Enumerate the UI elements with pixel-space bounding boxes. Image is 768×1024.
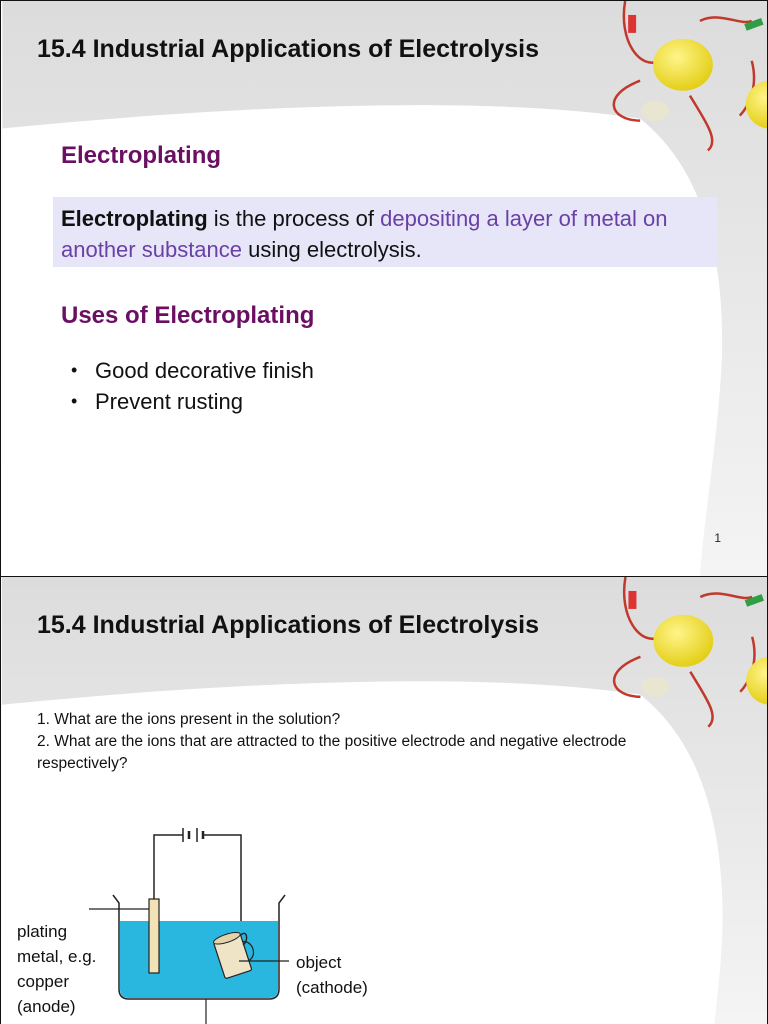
slide-title: 15.4 Industrial Applications of Electrolysis xyxy=(37,35,539,63)
uses-heading: Uses of Electroplating xyxy=(61,302,315,329)
definition-text-after: using electrolysis. xyxy=(242,237,422,262)
bullet-icon: • xyxy=(71,391,78,411)
anode-plate xyxy=(149,899,159,973)
question-list xyxy=(37,709,717,775)
wire-right xyxy=(213,835,241,935)
bullet-icon: • xyxy=(71,360,78,380)
list-item: • Good decorative finish xyxy=(71,355,314,386)
page-number: 1 xyxy=(714,531,721,545)
uses-list xyxy=(71,355,314,417)
list-item: • Prevent rusting xyxy=(71,386,314,417)
slide-background xyxy=(1,1,768,576)
slide-title: 15.4 Industrial Applications of Electrolysis xyxy=(37,611,539,639)
definition-term: Electroplating xyxy=(61,206,208,231)
anode-label: plating metal, e.g. copper (anode) xyxy=(17,922,97,1016)
question-1: 1. What are the ions present in the solution? xyxy=(37,711,341,728)
definition-text-before: is the process of xyxy=(207,206,381,231)
slide-2 xyxy=(0,576,768,1024)
definition-box xyxy=(53,197,717,267)
section-heading: Electroplating xyxy=(61,142,222,169)
definition-highlight: depositing a layer of metal on another substance xyxy=(61,206,668,262)
question-2: 2. What are the ions that are attracted to the positive electrode and negative electrode respectively? xyxy=(37,733,627,772)
cathode-label: object (cathode) xyxy=(296,953,368,997)
wire-left xyxy=(154,835,179,899)
battery-symbol xyxy=(179,828,213,842)
electrolyte-solution xyxy=(120,921,278,998)
